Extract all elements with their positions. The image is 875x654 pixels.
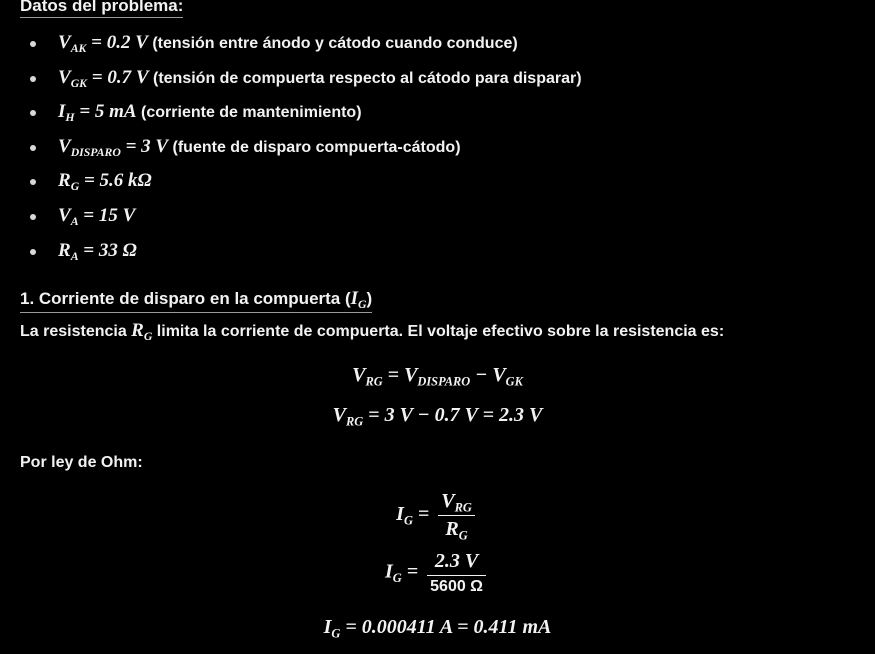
bullet-icon — [30, 249, 36, 255]
equation-ig-substitution: $I_G$ = $\frac{2.3 V}{5600 \Omega}$ — [0, 550, 875, 596]
bullet-icon — [30, 76, 36, 82]
ohm-law-label: Por ley de Ohm: — [20, 454, 143, 471]
bullet-icon — [30, 179, 36, 185]
param-description: (corriente de mantenimiento) — [136, 104, 362, 122]
equation-ig-result: $I_G = 0.000411$ A = 0.411 mA — [323, 616, 552, 641]
section-heading-datos: Datos del problema: — [20, 0, 183, 18]
intro-paragraph: La resistencia $R_G$ limita la corriente de compuerta. El voltaje efectivo sobre la resistencia es: — [20, 320, 725, 344]
equation-vrg-value: $V_{RG} = 3$ V − 0.7 V = 2.3 V — [332, 404, 543, 429]
param-description: (tensión de compuerta respecto al cátodo para disparar) — [148, 69, 582, 87]
bullet-icon — [30, 110, 36, 116]
equation-ig-formula: $I_G$ = $\frac{V_{RG}}{R_G}$ — [0, 490, 875, 541]
param-description: (tensión entre ánodo y cátodo cuando conduce) — [147, 35, 518, 52]
equation-vrg-definition: $V_{RG} = V_{DISPARO} - V_{GK}$ — [352, 364, 523, 389]
param-description: (fuente de disparo compuerta-cátodo) — [168, 138, 461, 156]
bullet-icon — [30, 145, 36, 151]
bullet-icon — [30, 41, 36, 47]
bullet-icon — [30, 214, 36, 220]
section-title-corriente-disparo: 1. Corriente de disparo en la compuerta $(I_G)$ — [20, 288, 373, 312]
